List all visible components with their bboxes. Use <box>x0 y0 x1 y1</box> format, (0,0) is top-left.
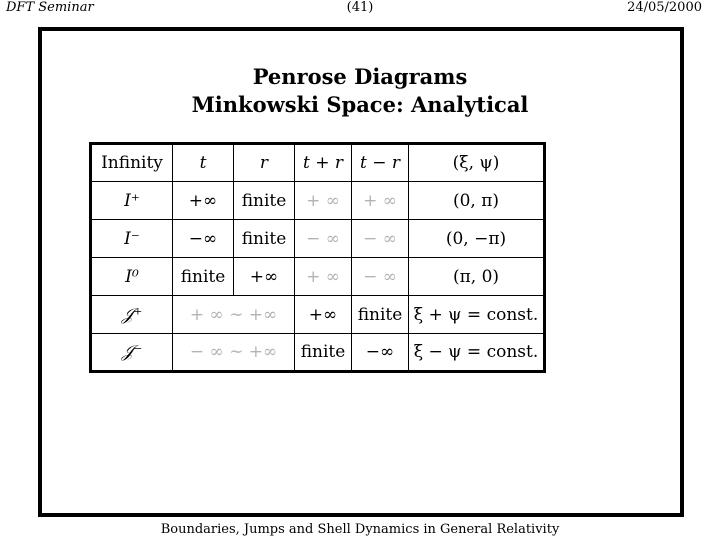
table-row <box>91 296 545 334</box>
cell-infinity: I⁻ <box>91 220 173 258</box>
cell-xi-psi: (0, −π) <box>409 220 545 258</box>
cell-t-r-merged: + ∞ ∼ +∞ <box>173 296 295 334</box>
header-infinity: Infinity <box>91 144 173 182</box>
header-xi-psi: (ξ, ψ) <box>409 144 545 182</box>
cell-t: finite <box>173 258 234 296</box>
cell-r: finite <box>234 220 295 258</box>
cell-t-minus-r: − ∞ <box>352 220 409 258</box>
header-page-number: (41) <box>346 0 374 15</box>
footer-talk-title: Boundaries, Jumps and Shell Dynamics in General Relativity <box>160 522 560 537</box>
cell-infinity: I⁰ <box>91 258 173 296</box>
cell-t-plus-r: + ∞ <box>295 182 352 220</box>
cell-xi-psi: (π, 0) <box>409 258 545 296</box>
cell-xi-psi: ξ + ψ = const. <box>409 296 545 334</box>
cell-infinity: I⁺ <box>91 182 173 220</box>
header-r: r <box>234 144 295 182</box>
header-t: t <box>173 144 234 182</box>
cell-xi-psi: ξ − ψ = const. <box>409 334 545 372</box>
cell-infinity: 𝒥⁻ <box>91 334 173 372</box>
table-header-row <box>91 144 545 182</box>
cell-r: finite <box>234 182 295 220</box>
cell-xi-psi: (0, π) <box>409 182 545 220</box>
table-row <box>91 258 545 296</box>
cell-t-plus-r: − ∞ <box>295 220 352 258</box>
cell-t-plus-r: +∞ <box>295 296 352 334</box>
cell-t-minus-r: + ∞ <box>352 182 409 220</box>
table-row <box>91 334 545 372</box>
cell-t: +∞ <box>173 182 234 220</box>
cell-r: +∞ <box>234 258 295 296</box>
cell-t-minus-r: −∞ <box>352 334 409 372</box>
header-left-seminar: DFT Seminar <box>6 0 94 15</box>
cell-t-r-merged: − ∞ ∼ +∞ <box>173 334 295 372</box>
cell-t-plus-r: finite <box>295 334 352 372</box>
cell-t: −∞ <box>173 220 234 258</box>
header-t-plus-r: t + r <box>295 144 352 182</box>
cell-infinity: 𝒥⁺ <box>91 296 173 334</box>
table-row <box>91 220 545 258</box>
cell-t-minus-r: − ∞ <box>352 258 409 296</box>
infinity-table <box>89 142 546 373</box>
header-t-minus-r: t − r <box>352 144 409 182</box>
table-row <box>91 182 545 220</box>
slide-subtitle: Minkowski Space: Analytical <box>191 92 529 117</box>
header-date: 24/05/2000 <box>627 0 702 15</box>
cell-t-plus-r: + ∞ <box>295 258 352 296</box>
cell-t-minus-r: finite <box>352 296 409 334</box>
slide-title: Penrose Diagrams <box>252 64 468 89</box>
